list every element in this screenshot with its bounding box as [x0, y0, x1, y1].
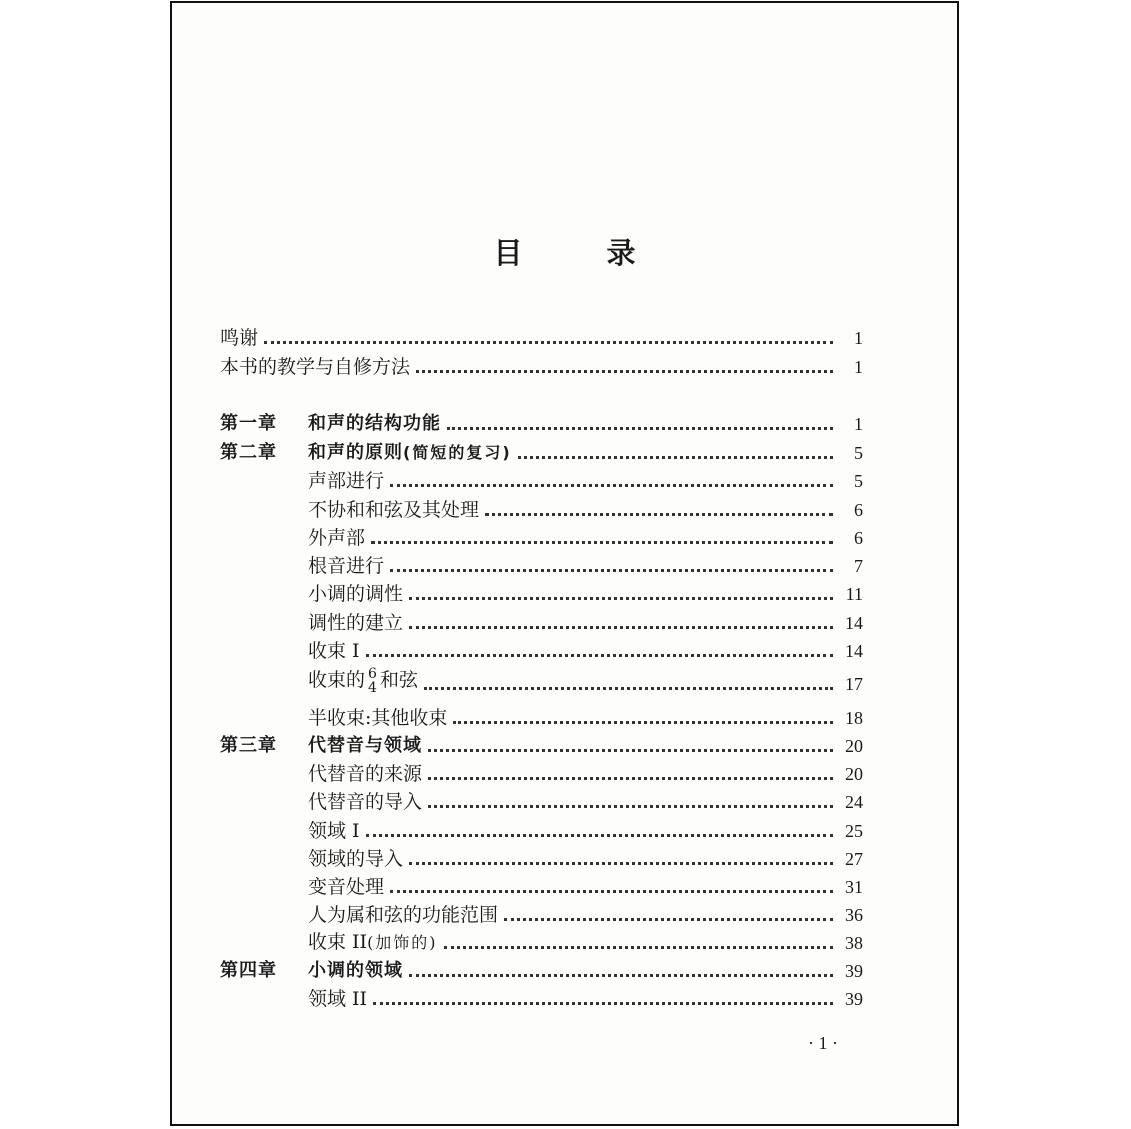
- toc-entry-title-text: 代替音与领域: [308, 735, 422, 756]
- toc-entry-title-text: 鸣谢: [220, 327, 259, 349]
- toc-entry: [220, 407, 863, 435]
- toc-page-number: 1: [854, 328, 863, 348]
- toc-entry-title: [308, 848, 403, 870]
- dot-leader: [390, 484, 833, 487]
- dot-leader: [409, 626, 833, 629]
- toc-page-number: 14: [845, 641, 863, 661]
- toc-entry-title: [308, 960, 403, 982]
- toc-entry: [220, 521, 863, 549]
- dot-leader: [390, 890, 833, 893]
- dot-leader: [409, 974, 833, 977]
- toc-entry-title-text: 领域的导入: [308, 848, 404, 870]
- toc-entry-title-text: 领域 II: [308, 988, 368, 1010]
- toc-entry-note: (简短的复习): [403, 443, 512, 462]
- toc-entry: [220, 870, 863, 898]
- book-page: [170, 1, 959, 1126]
- toc-entry: [220, 729, 863, 757]
- toc-entry-title-text: 领域 I: [308, 820, 360, 842]
- toc-entry-title: [220, 356, 410, 378]
- dot-leader: [444, 946, 833, 949]
- toc-page-number: 6: [854, 500, 863, 520]
- toc-entry-title-text: 人为属和弦的功能范围: [308, 904, 499, 926]
- chord-inversion-figure: [368, 667, 377, 695]
- toc-entry: [220, 898, 863, 926]
- dot-leader: [518, 456, 833, 459]
- toc-entry-title-text: 收束 I: [308, 640, 360, 662]
- toc-page-number: 7: [854, 556, 863, 576]
- toc-page-number: 20: [845, 764, 863, 784]
- toc-chapter-number: 第四章: [220, 960, 277, 981]
- toc-entry-title: [308, 583, 403, 605]
- toc-entry: [220, 634, 863, 662]
- toc-entry: [220, 464, 863, 492]
- toc-entry-title-text: 和声的原则: [308, 442, 403, 463]
- toc-entry-title-text: 不协和和弦及其处理: [308, 499, 480, 521]
- toc-page-number: 1: [854, 357, 863, 377]
- toc-entry-title-text: 外声部: [308, 527, 366, 549]
- toc-page-number: 39: [845, 989, 863, 1009]
- toc-entry-title: [308, 640, 360, 662]
- dot-leader: [373, 1002, 833, 1005]
- toc-entry-title-text: 变音处理: [308, 876, 385, 898]
- dot-leader: [416, 370, 833, 373]
- toc-entry-title: [308, 555, 384, 577]
- toc-entry: [220, 982, 863, 1010]
- dot-leader: [428, 805, 833, 808]
- toc-entry-title: [308, 876, 384, 898]
- toc-entry: [220, 549, 863, 577]
- toc-page-number: 36: [845, 905, 863, 925]
- toc-entry-title: [308, 904, 498, 926]
- toc-entry-title-text: 调性的建立: [308, 612, 404, 634]
- toc-chapter-number: 第三章: [220, 735, 277, 756]
- toc-entry: [220, 757, 863, 785]
- toc-page-number: 27: [845, 849, 863, 869]
- toc-page-number: 39: [845, 961, 863, 981]
- dot-leader: [428, 777, 833, 780]
- toc-entry: [220, 321, 863, 349]
- toc-entry-title: [308, 413, 441, 435]
- toc-entry-title: [308, 820, 360, 842]
- dot-leader: [371, 541, 833, 544]
- dot-leader: [409, 862, 833, 865]
- toc-entry-title: [308, 442, 512, 464]
- toc-entry-title-text: 半收束:其他收束: [308, 707, 448, 729]
- toc-page-number: 24: [845, 792, 863, 812]
- toc-entry-title-text: 小调的领域: [308, 960, 403, 981]
- toc-entry-title-text: 根音进行: [308, 555, 385, 577]
- toc-page-number: 18: [845, 708, 863, 728]
- toc-entry-title: [308, 791, 422, 813]
- toc-entry-title: [308, 470, 384, 492]
- toc-entry: [220, 842, 863, 870]
- toc-entry: [220, 814, 863, 842]
- toc-entry: [220, 493, 863, 521]
- dot-leader: [485, 513, 833, 516]
- toc-entry-title-text: 收束的: [308, 669, 366, 691]
- toc-entry-title: [308, 499, 479, 521]
- dot-leader: [424, 687, 833, 690]
- dot-leader: [366, 654, 833, 657]
- dot-leader: [447, 427, 833, 430]
- toc-entry: [220, 926, 863, 954]
- toc-entry-title-text: 声部进行: [308, 470, 385, 492]
- dot-leader: [409, 597, 833, 600]
- title-char-2: 录: [606, 236, 636, 270]
- toc-page-number: 25: [845, 821, 863, 841]
- toc-entry-title: [308, 988, 367, 1010]
- toc-entry-title: [308, 931, 438, 954]
- toc-entry-title-text: 小调的调性: [308, 583, 404, 605]
- dot-leader: [453, 721, 833, 724]
- toc-entry: [220, 785, 863, 813]
- toc-page-number: 17: [845, 674, 863, 694]
- toc-entry: [220, 436, 863, 464]
- toc-entry-title-text: 本书的教学与自修方法: [220, 356, 411, 378]
- dot-leader: [504, 918, 833, 921]
- toc-chapter-number: 第二章: [220, 442, 277, 463]
- dot-leader: [264, 341, 833, 344]
- figure-bottom: 4: [368, 680, 377, 696]
- toc-page-number: 6: [854, 528, 863, 548]
- dot-leader: [390, 569, 833, 572]
- toc-page-number: 20: [845, 736, 863, 756]
- dot-leader: [428, 749, 833, 752]
- toc-page-number: 31: [845, 877, 863, 897]
- toc-entry-title: [220, 327, 258, 349]
- figure-top: 6: [368, 666, 377, 682]
- toc-entry-title: [308, 612, 403, 634]
- toc-entry-title: [308, 735, 422, 757]
- toc-entry-title: [308, 763, 422, 785]
- toc-chapter-number: 第一章: [220, 413, 277, 434]
- toc-page-number: 1: [854, 414, 863, 434]
- toc-entry-title-text: 和声的结构功能: [308, 413, 441, 434]
- toc-entry: [220, 606, 863, 634]
- toc-page-number: 11: [845, 584, 863, 604]
- toc-entry-title-text: 代替音的导入: [308, 791, 423, 813]
- toc-entry: [220, 577, 863, 605]
- toc-page-number: 14: [845, 613, 863, 633]
- toc-page-number: 5: [854, 443, 863, 463]
- page-title: [172, 231, 957, 272]
- toc-entry-title: [308, 667, 418, 695]
- toc-page-number: 38: [845, 933, 863, 953]
- toc-entry-title-text: 收束 II: [308, 931, 368, 953]
- toc-entry: [220, 954, 863, 982]
- toc-entry: [220, 350, 863, 378]
- toc-entry: [220, 701, 863, 729]
- toc-entry-note: (加饰的): [367, 933, 438, 952]
- toc-entry-title-suffix: 和弦: [379, 669, 418, 691]
- toc-entry-title: [308, 707, 447, 729]
- dot-leader: [366, 834, 833, 837]
- toc-entry-title-text: 代替音的来源: [308, 763, 423, 785]
- page-number: · 1 ·: [808, 1033, 838, 1053]
- toc-page-number: 5: [854, 471, 863, 491]
- title-char-1: 目: [493, 236, 523, 270]
- toc-entry: [220, 667, 863, 695]
- toc-entry-title: [308, 527, 365, 549]
